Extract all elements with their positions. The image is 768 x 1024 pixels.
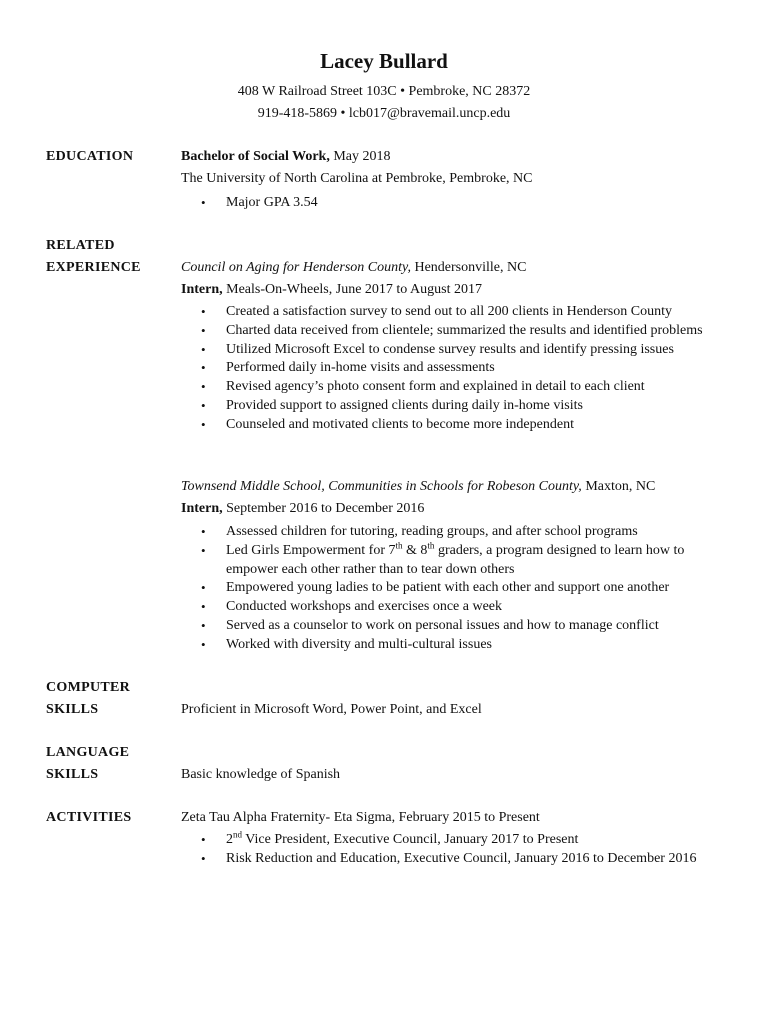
job-role: Intern, (181, 501, 223, 516)
list-item: • Counseled and motivated clients to become more independent (181, 416, 726, 435)
bullet-icon: • (201, 195, 206, 210)
education-bullets (181, 194, 726, 213)
list-item: • Empowered young ladies to be patient with each other and support one another (181, 579, 726, 598)
activities-label: ACTIVITIES (46, 810, 132, 825)
list-item: • Charted data received from clientele; summarized the results and identified problems (181, 322, 726, 341)
bullet-icon: • (201, 379, 206, 395)
bullet-icon: • (201, 322, 206, 338)
job-role-line (181, 500, 424, 518)
bullet-icon: • (201, 304, 206, 319)
list-item: • Performed daily in-home visits and assessments (181, 359, 726, 378)
degree-date: May 2018 (329, 149, 391, 164)
education-degree-line (181, 148, 391, 166)
bullet-icon: • (201, 397, 206, 413)
language-skills-label: LANGUAGE SKILLS (46, 745, 130, 782)
list-item: • Assessed children for tutoring, reading groups, and after school programs (181, 523, 726, 542)
job-role-line (181, 281, 482, 299)
list-item: • Served as a counselor to work on personal issues and how to manage conflict (181, 617, 726, 636)
bullet-icon: • (201, 341, 206, 357)
bullet-icon: • (201, 617, 206, 633)
list-item: • Major GPA 3.54 (181, 194, 726, 213)
education-school: The University of North Carolina at Pembroke, Pembroke, NC (181, 171, 533, 186)
experience-label: RELATED EXPERIENCE (46, 238, 141, 275)
list-item: • Utilized Microsoft Excel to condense survey results and identify pressing issues (181, 341, 726, 360)
bullet-icon: • (201, 416, 206, 432)
activities-bullets (181, 831, 726, 869)
job-org-line (181, 259, 526, 277)
list-item: • Provided support to assigned clients during daily in-home visits (181, 397, 726, 416)
list-item: • Worked with diversity and multi-cultural issues (181, 636, 726, 655)
education-label: EDUCATION (46, 149, 134, 164)
bullet-icon: • (201, 599, 206, 615)
bullet-icon: • (201, 580, 206, 596)
list-item: • Conducted workshops and exercises once a week (181, 598, 726, 617)
job-location: Hendersonville, NC (410, 260, 527, 275)
computer-skills-label: COMPUTER SKILLS (46, 680, 131, 717)
job-org-line (181, 478, 655, 496)
job-bullets (181, 303, 726, 435)
list-item: • 2nd Vice President, Executive Council, January 2017 to Present (181, 831, 726, 850)
applicant-name: Lacey Bullard (320, 49, 448, 73)
job-role: Intern, (181, 282, 223, 297)
list-item: • Risk Reduction and Education, Executive Council, January 2016 to December 2016 (181, 850, 726, 869)
bullet-icon: • (201, 832, 206, 847)
address-line: 408 W Railroad Street 103C • Pembroke, NC 28372 (237, 84, 531, 99)
bullet-icon: • (201, 360, 206, 376)
list-item: • Led Girls Empowerment for 7th & 8th graders, a program designed to learn how to empower each other rather than to tear down others (201, 540, 685, 577)
bullet-icon: • (201, 850, 206, 866)
language-skills-text: Basic knowledge of Spanish (181, 767, 341, 782)
job-role-detail: Meals-On-Wheels, June 2017 to August 2017 (222, 282, 482, 297)
activities-org: Zeta Tau Alpha Fraternity- Eta Sigma, February 2015 to Present (181, 810, 540, 825)
list-item: • Created a satisfaction survey to send out to all 200 clients in Henderson County (181, 303, 726, 322)
computer-skills-text: Proficient in Microsoft Word, Power Point, and Excel (181, 702, 482, 717)
job-bullets (181, 523, 726, 655)
bullet-icon: • (201, 524, 206, 539)
list-item: • Revised agency’s photo consent form and explained in detail to each client (181, 378, 726, 397)
job-org: Townsend Middle School, Communities in Schools for Robeson County, (181, 479, 582, 494)
job-org: Council on Aging for Henderson County, (181, 260, 411, 275)
bullet-icon: • (201, 636, 206, 652)
job-role-detail: September 2016 to December 2016 (222, 501, 425, 516)
job-location: Maxton, NC (581, 479, 656, 494)
phone-email-line: 919-418-5869 • lcb017@bravemail.uncp.edu (257, 106, 511, 121)
degree-name: Bachelor of Social Work, (181, 149, 330, 164)
bullet-icon: • (201, 542, 206, 558)
